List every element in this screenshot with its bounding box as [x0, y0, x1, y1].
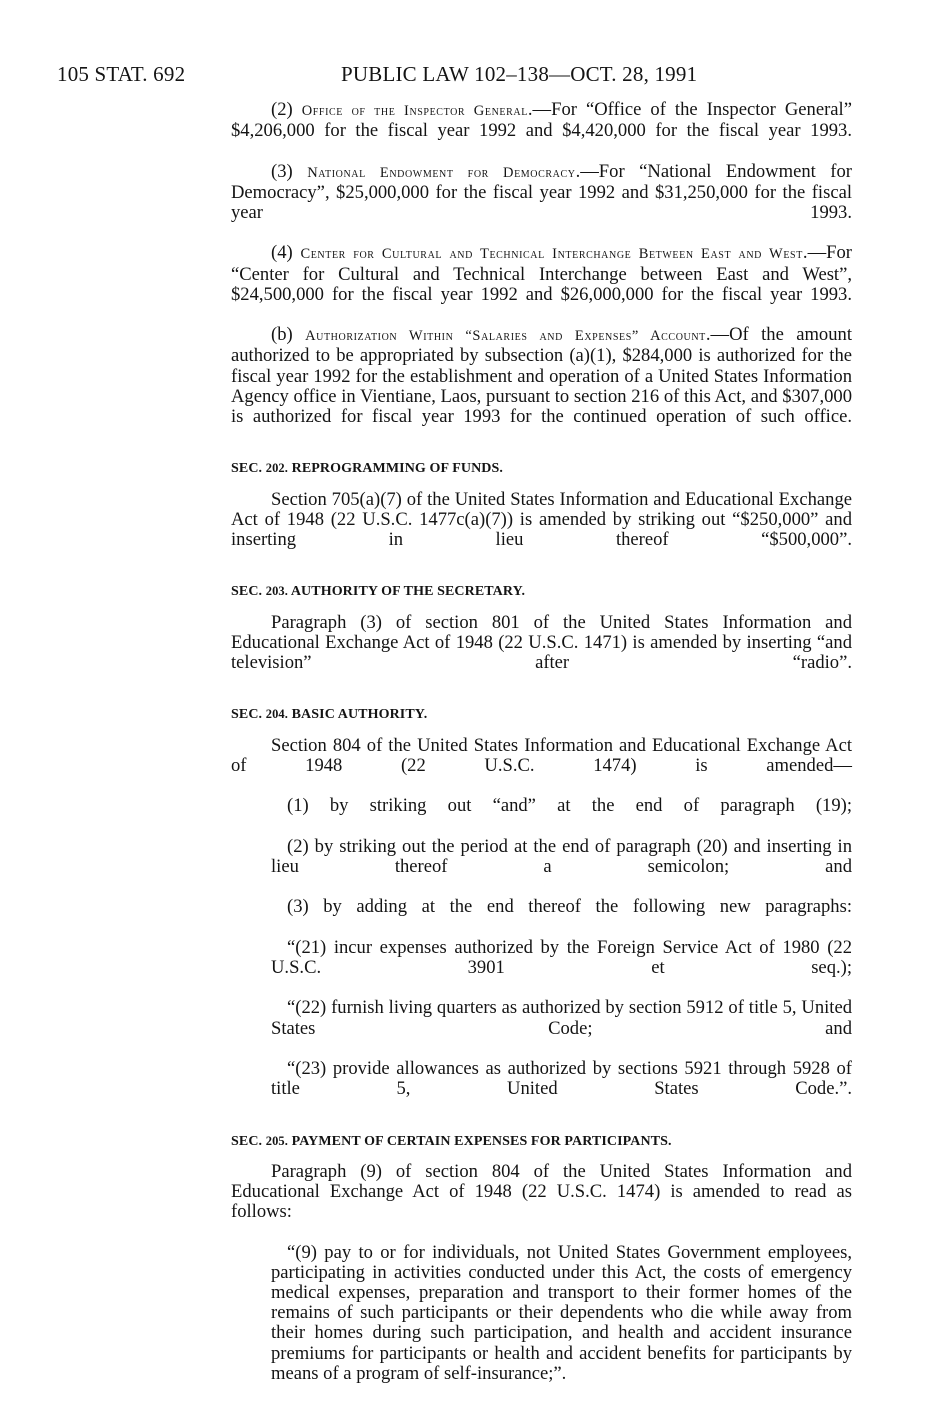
sec-204-heading: SEC. 204. BASIC AUTHORITY. — [231, 707, 428, 723]
page-citation: 105 STAT. 692 — [57, 62, 186, 86]
paragraph-4-east-west-center: (4) Center for Cultural and Technical Interchange Between East and West.—For “Center for Cultural and Technical Interchange between East and West”, $24,500,000 for the fiscal year 1992 and $26,000,000 for the fiscal year 1993. — [231, 242, 852, 305]
paragraph-3-caption: National Endowment for Democracy — [307, 164, 576, 181]
paragraph-2-caption: Office of the Inspector General — [301, 103, 528, 119]
subsection-b-caption: Authorization Within “Salaries and Expenses” Account — [305, 328, 706, 345]
paragraph-4-caption: Center for Cultural and Technical Interchange Between East and West — [300, 246, 803, 263]
sec-204-paragraph-23: “(23) provide allowances as authorized by sections 5921 through 5928 of title 5, United States Code.”. — [271, 1057, 852, 1100]
sec-204-item-3: (3) by adding at the end thereof the following new paragraphs: — [287, 896, 852, 918]
sec-205-heading: SEC. 205. PAYMENT OF CERTAIN EXPENSES FOR PARTICIPANTS. — [231, 1133, 672, 1149]
running-head: PUBLIC LAW 102–138—OCT. 28, 1991 — [341, 62, 698, 86]
sec-202-heading: SEC. 202. REPROGRAMMING OF FUNDS. — [231, 461, 503, 477]
paragraph-3-ned: (3) National Endowment for Democracy.—For “National Endowment for Democracy”, $25,000,000 for the fiscal year 1992 and $31,250,000 for the fiscal year 1993. — [231, 160, 852, 224]
sec-204-paragraph-21: “(21) incur expenses authorized by the Foreign Service Act of 1980 (22 U.S.C. 3901 et seq.); — [271, 936, 852, 978]
sec-203-heading: SEC. 203. AUTHORITY OF THE SECRETARY. — [231, 584, 526, 600]
sec-204-item-1: (1) by striking out “and” at the end of paragraph (19); — [287, 795, 852, 817]
sec-203-text: Paragraph (3) of section 801 of the United States Information and Educational Exchange Act of 1948 (22 U.S.C. 1471) is amended by inserting “and television” after “radio”. — [231, 611, 852, 674]
sec-204-item-2: (2) by striking out the period at the end of paragraph (20) and inserting in lieu thereof a semicolon; and — [271, 835, 852, 877]
sec-204-paragraph-22: “(22) furnish living quarters as authorized by section 5912 of title 5, United States Code; and — [271, 997, 852, 1039]
paragraph-2-inspector-general: (2) Office of the Inspector General.—For “Office of the Inspector General” $4,206,000 for the fiscal year 1992 and $4,420,000 for the fiscal year 1993. — [231, 99, 852, 142]
sec-205-text: Paragraph (9) of section 804 of the United States Information and Educational Exchange Act of 1948 (22 U.S.C. 1474) is amended to read as follows: — [231, 1160, 852, 1223]
page-body — [231, 100, 852, 1384]
subsection-b: (b) Authorization Within “Salaries and Expenses” Account.—Of the amount authorized to be appropriated by subsection (a)(1), $284,000 is authorized for the fiscal year 1992 for the establishment and operation of a United States Information Agency office in Vientiane, Laos, pursuant to section 216 of this Act, and $307,000 is authorized for fiscal year 1993 for the continued operation of such office. — [231, 324, 852, 428]
sec-202-text: Section 705(a)(7) of the United States Information and Educational Exchange Act of 1948 (22 U.S.C. 1477c(a)(7)) is amended by striking out “$250,000” and inserting in lieu thereof “$500,000”. — [231, 488, 852, 551]
sec-204-text: Section 804 of the United States Information and Educational Exchange Act of 1948 (22 U.S.C. 1474) is amended— — [231, 734, 852, 776]
sec-205-quoted-paragraph-9: “(9) pay to or for individuals, not United States Government employees, participating in activities conducted under this Act, the costs of emergency medical expenses, preparation and transport to their former homes of the remains of such participants or their dependents who die while away from their homes during such participation, and health and accident insurance premiums for participants or health and accident benefits for participants by means of a program of self-insurance;”. — [271, 1241, 852, 1384]
